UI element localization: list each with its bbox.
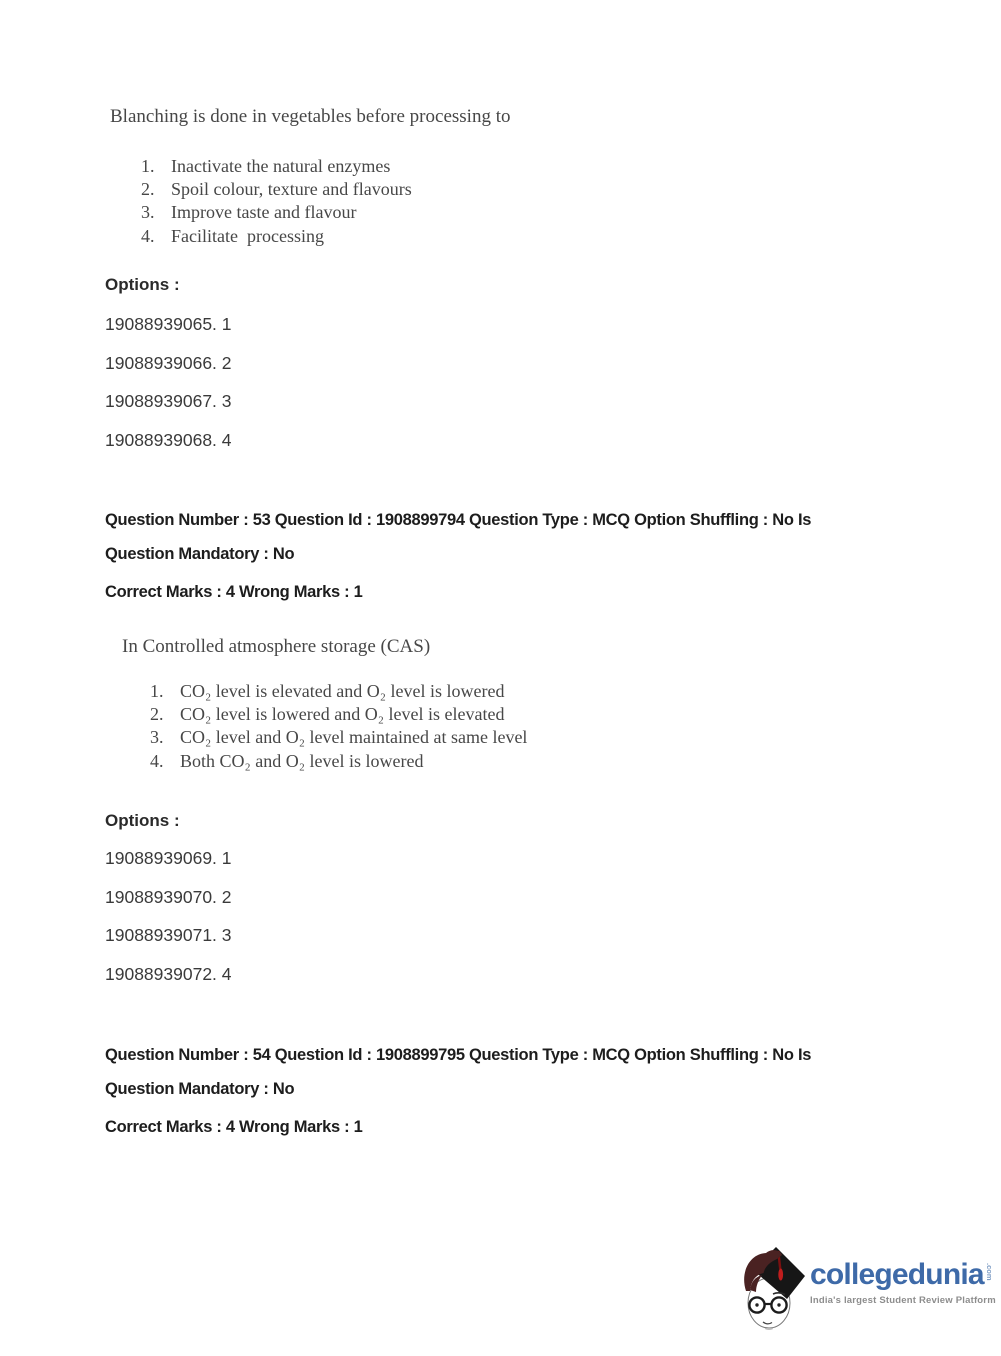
choice-item <box>150 750 527 773</box>
collegedunia-mascot-icon <box>742 1246 806 1332</box>
option-id-row: 19088939071. 3 <box>105 925 232 945</box>
choice-text: Both CO₂ and O₂ level is lowered <box>180 750 424 771</box>
option-id-row: 19088939066. 2 <box>105 352 232 373</box>
metadata-line-1: Question Number : 54 Question Id : 1908899795 Question Type : MCQ Option Shuffling : No Is <box>105 1046 812 1064</box>
brand-tagline: India's largest Student Review Platform <box>810 1295 996 1306</box>
choice-list-blanching <box>141 155 412 248</box>
choice-text: CO₂ level is lowered and O₂ level is elevated <box>180 704 505 725</box>
option-id-row: 19088939068. 4 <box>105 429 232 450</box>
choice-text: CO₂ level is elevated and O₂ level is lowered <box>180 681 505 701</box>
option-id-row: 19088939072. 4 <box>105 963 232 984</box>
options-heading: Options : <box>105 811 180 830</box>
choice-text: CO₂ level and O₂ level maintained at same level <box>180 727 528 748</box>
metadata-line-3: Correct Marks : 4 Wrong Marks : 1 <box>105 1118 363 1136</box>
collegedunia-logo <box>742 1246 996 1332</box>
option-id-row: 19088939069. 1 <box>105 848 232 868</box>
choice-number: 2. <box>150 704 164 725</box>
choice-text: Improve taste and flavour <box>171 202 357 223</box>
choice-item <box>141 155 412 178</box>
choice-number: 4. <box>150 750 164 771</box>
choice-text: Spoil colour, texture and flavours <box>171 179 412 200</box>
choice-number: 3. <box>150 727 164 748</box>
question-54-metadata <box>105 1047 811 1136</box>
options-id-list <box>105 850 232 1004</box>
brand-domain-suffix: .com <box>984 1263 994 1281</box>
options-id-list <box>105 316 232 470</box>
choice-item <box>150 726 527 749</box>
choice-item <box>150 703 527 726</box>
choice-number: 1. <box>150 681 164 701</box>
choice-item <box>141 178 412 201</box>
choice-number: 4. <box>141 225 155 246</box>
choice-number: 3. <box>141 202 155 223</box>
choice-item <box>141 225 412 248</box>
metadata-line-2: Question Mandatory : No <box>105 1080 295 1098</box>
choice-text: Inactivate the natural enzymes <box>171 156 391 176</box>
option-id-row: 19088939070. 2 <box>105 886 232 907</box>
metadata-line-1: Question Number : 53 Question Id : 1908899794 Question Type : MCQ Option Shuffling : No Is <box>105 511 812 529</box>
option-id-row: 19088939065. 1 <box>105 314 232 334</box>
question-text-cas: In Controlled atmosphere storage (CAS) <box>122 636 431 657</box>
choice-item <box>150 680 527 703</box>
options-heading: Options : <box>105 275 180 294</box>
choice-list-cas <box>150 680 527 773</box>
choice-number: 1. <box>141 156 155 176</box>
option-id-row: 19088939067. 3 <box>105 391 232 411</box>
brand-wordmark: collegedunia <box>810 1258 984 1291</box>
choice-item <box>141 201 412 224</box>
metadata-line-2: Question Mandatory : No <box>105 545 295 563</box>
choice-text: Facilitate processing <box>171 225 324 246</box>
metadata-line-3: Correct Marks : 4 Wrong Marks : 1 <box>105 583 363 601</box>
question-text-blanching: Blanching is done in vegetables before processing to <box>110 106 511 127</box>
brand-row <box>810 1260 996 1290</box>
question-53-metadata <box>105 512 811 601</box>
choice-number: 2. <box>141 179 155 200</box>
logo-text-block <box>810 1246 996 1306</box>
